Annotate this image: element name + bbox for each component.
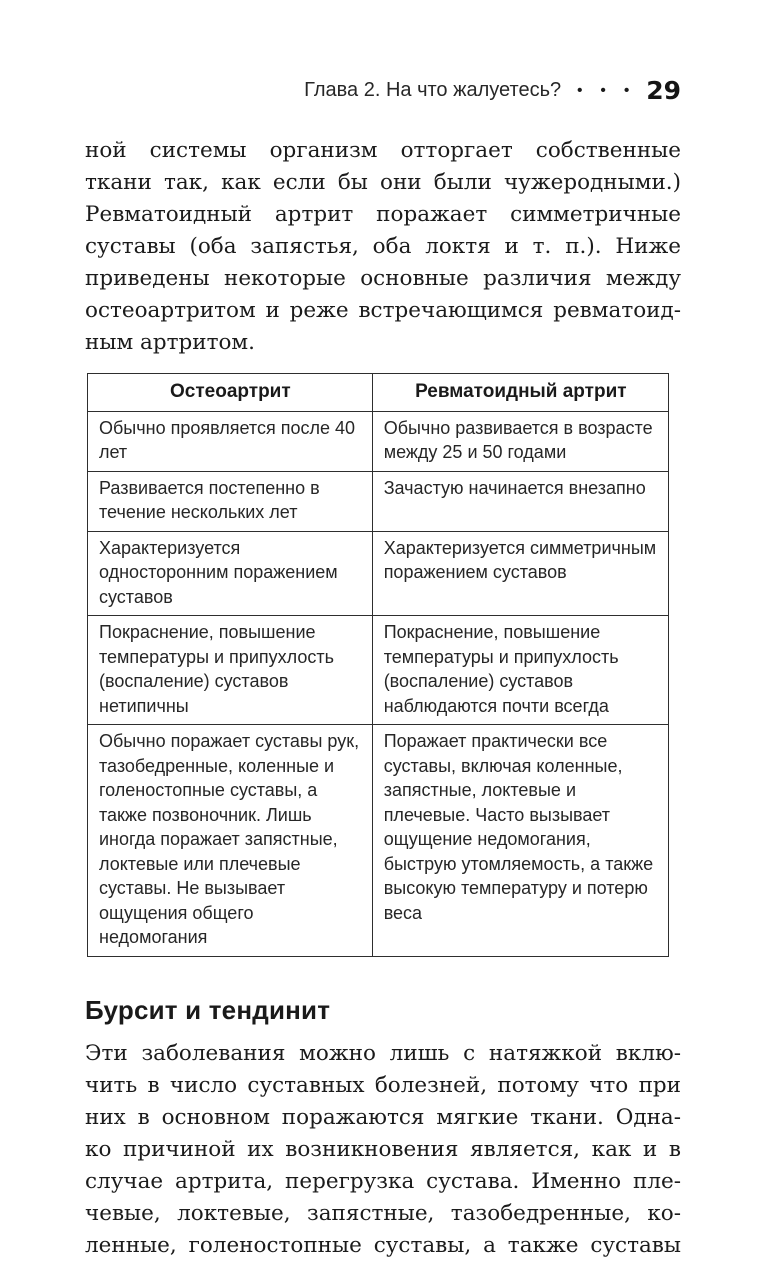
osteoarthritis-cell: Покраснение, повышение температуры и припухлость (воспаление) суставов нетипичны [88, 616, 373, 725]
table-row [88, 616, 669, 725]
rheumatoid-cell: Характеризуется симметричным поражением суставов [372, 531, 668, 616]
rheumatoid-cell: Зачастую начинается внезапно [372, 471, 668, 531]
text-line: приведены некоторые основные различия между [85, 266, 681, 291]
table-row [88, 471, 669, 531]
section-heading-bursitis: Бурсит и тендинит [85, 994, 331, 1025]
text-line: чить в число суставных болезней, потому что при [85, 1072, 681, 1098]
table-row [88, 725, 669, 957]
table-body [88, 411, 669, 956]
body-paragraph-arthritis [85, 135, 681, 359]
page-number: 29 [646, 76, 681, 105]
text-line: чевые, локтевые, запястные, тазобедренные, ко- [85, 1200, 681, 1226]
osteoarthritis-cell: Обычно проявляется после 40 лет [88, 411, 373, 471]
rheumatoid-cell: Поражает практически все суставы, включая коленные, запястные, локтевые и плечевые. Часто вызывает ощущение недомогания, быструю утомляемость, а также высокую температуру и потерю веса [372, 725, 668, 957]
text-line: ным артритом. [85, 330, 255, 355]
table-row [88, 531, 669, 616]
comparison-table [87, 373, 669, 957]
text-line: суставы (оба запястья, оба локтя и т. п.). Ниже [85, 234, 681, 259]
osteoarthritis-cell: Развивается постепенно в течение нескольких лет [88, 471, 373, 531]
osteoarthritis-cell: Обычно поражает суставы рук, тазобедренные, коленные и голеностопные суставы, а также позвоночник. Лишь иногда поражает запястные, локтевые или плечевые суставы. Не вызывает ощущения общего недомогания [88, 725, 373, 957]
table-header-row [88, 374, 669, 412]
text-line: Эти заболевания можно лишь с натяжкой вклю- [85, 1040, 681, 1066]
text-line: случае артрита, перегрузка сустава. Именно пле- [85, 1168, 681, 1194]
page-header [85, 76, 681, 105]
column-header-osteoarthritis: Остеоартрит [88, 374, 373, 412]
chapter-running-title: Глава 2. На что жалуетесь? [304, 79, 562, 101]
text-line: ной системы организм отторгает собственные [85, 138, 681, 163]
body-paragraph-bursitis [85, 1038, 681, 1262]
text-line: ленные, голеностопные суставы, а также суставы [85, 1232, 681, 1258]
text-line: ко причиной их возникновения является, как и в [85, 1136, 681, 1162]
rheumatoid-cell: Покраснение, повышение температуры и припухлость (воспаление) суставов наблюдаются почти всегда [372, 616, 668, 725]
text-line: них в основном поражаются мягкие ткани. Одна- [85, 1104, 681, 1130]
table-row [88, 411, 669, 471]
text-line: Ревматоидный артрит поражает симметричные [85, 202, 681, 227]
osteoarthritis-cell: Характеризуется односторонним поражением суставов [88, 531, 373, 616]
separator-dots-icon: • • • [577, 82, 637, 99]
text-line: остеоартритом и реже встречающимся ревматоид- [85, 298, 681, 323]
text-line: ткани так, как если бы они были чужеродными.) [85, 170, 681, 195]
column-header-rheumatoid: Ревматоидный артрит [372, 374, 668, 412]
rheumatoid-cell: Обычно развивается в возрасте между 25 и 50 годами [372, 411, 668, 471]
